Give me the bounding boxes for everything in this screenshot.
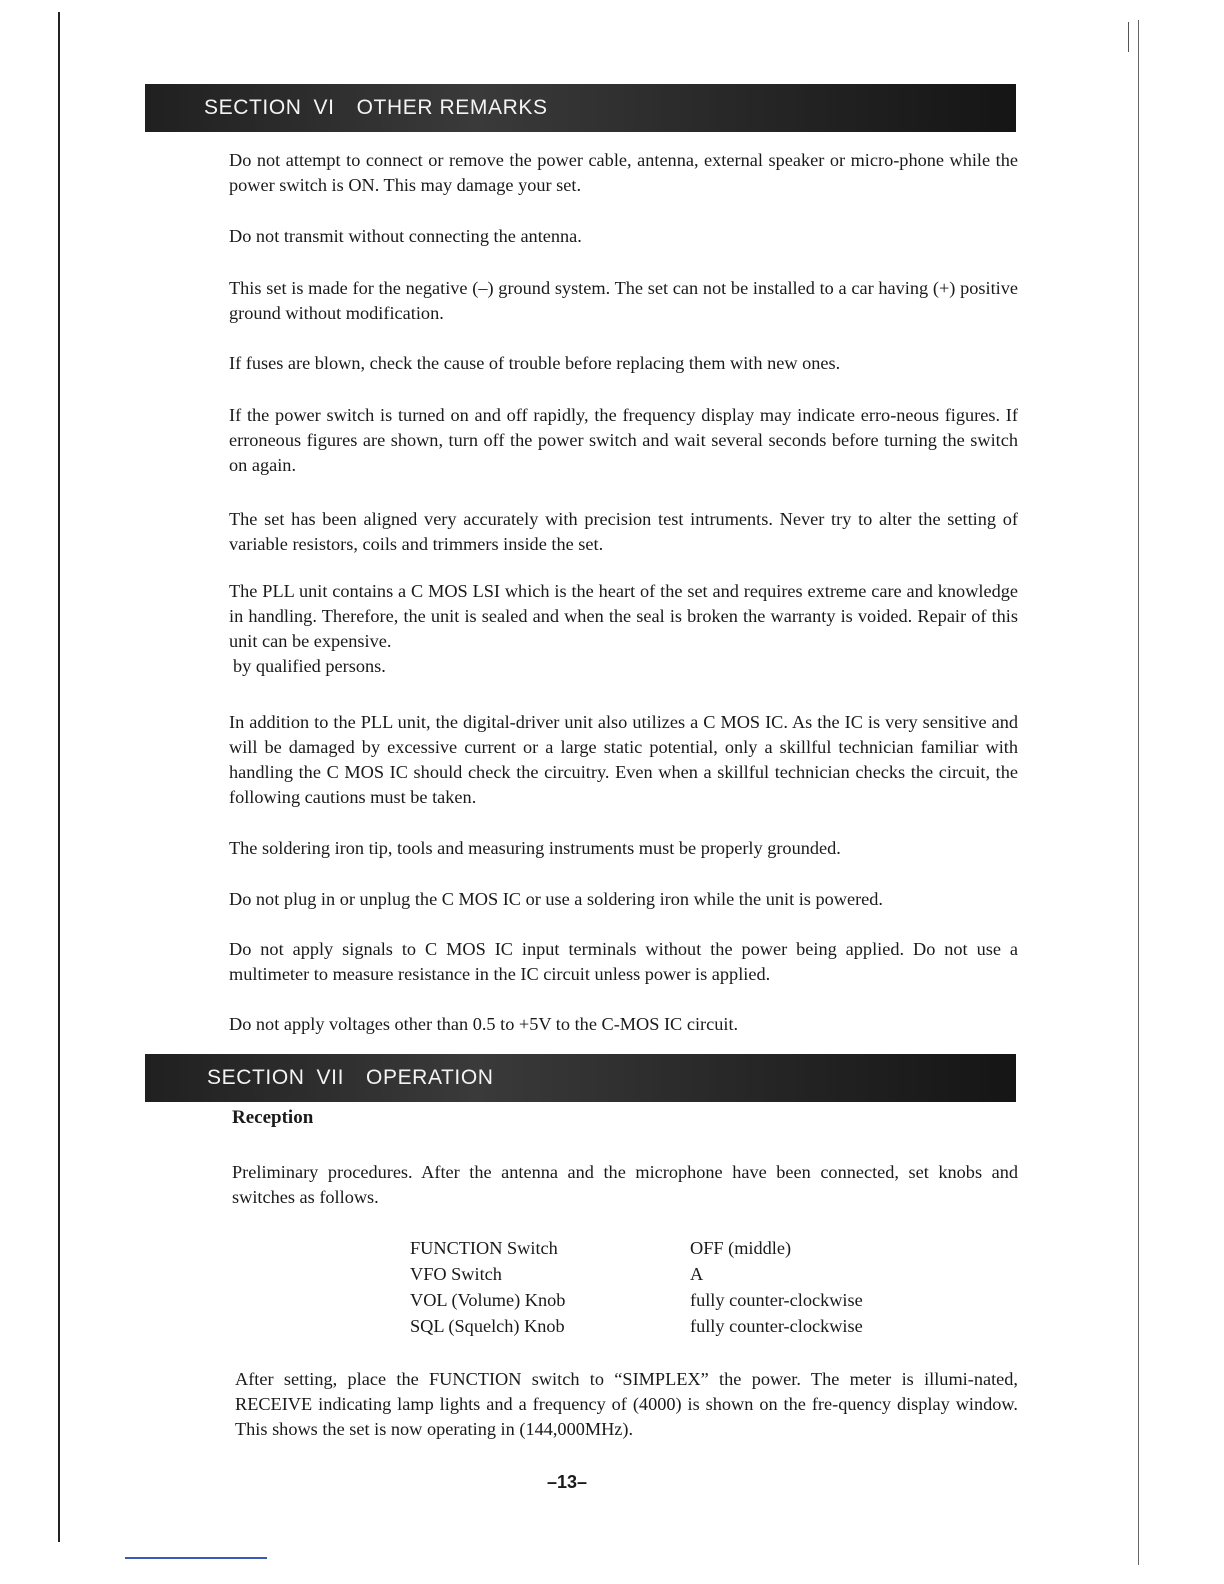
preliminary-paragraph: Preliminary procedures. After the antenna and the microphone have been connected, set knobs and switches as follows. bbox=[232, 1162, 1018, 1207]
control-value: A bbox=[690, 1264, 704, 1284]
remark-paragraph: If the power switch is turned on and off rapidly, the frequency display may indicate erro-neous figures. If erroneous figures are shown, turn off the power switch and wait several seconds before turning the switch on again. bbox=[229, 405, 1018, 475]
section-label: SECTION bbox=[207, 1066, 305, 1089]
control-name: VOL (Volume) Knob bbox=[410, 1290, 566, 1310]
remark-paragraph: Do not transmit without connecting the antenna. bbox=[229, 226, 582, 246]
section-vi-header bbox=[145, 84, 1016, 132]
scan-edge-left bbox=[58, 12, 60, 1542]
footer-rule bbox=[125, 1557, 267, 1559]
control-value: OFF (middle) bbox=[690, 1238, 792, 1258]
scan-edge-right-mark bbox=[1128, 22, 1129, 52]
control-name: FUNCTION Switch bbox=[410, 1238, 558, 1258]
remark-paragraph: The set has been aligned very accurately with precision test intruments. Never try to alter the setting of variable resistors, coils and trimmers inside the set. bbox=[229, 509, 1018, 554]
control-name: SQL (Squelch) Knob bbox=[410, 1316, 565, 1336]
caution-paragraph: Do not plug in or unplug the C MOS IC or use a soldering iron while the unit is powered. bbox=[229, 889, 883, 909]
caution-paragraph: Do not apply voltages other than 0.5 to +5V to the C-MOS IC circuit. bbox=[229, 1014, 739, 1034]
section-title: OPERATION bbox=[366, 1066, 494, 1089]
remark-paragraph: In addition to the PLL unit, the digital-driver unit also utilizes a C MOS IC. As the IC is very sensitive and will be damaged by excessive current or a large static potential, only a skillful technician familiar with handling the C MOS IC should check the circuitry. Even when a skillful technician checks the circuit, the following cautions must be taken. bbox=[229, 712, 1018, 807]
settings-row bbox=[410, 1261, 930, 1287]
section-number: VII bbox=[316, 1066, 345, 1089]
section-vii-header bbox=[145, 1054, 1016, 1102]
remark-paragraph: This set is made for the negative (–) ground system. The set can not be installed to a car having (+) positive ground without modification. bbox=[229, 278, 1018, 323]
section-title: OTHER REMARKS bbox=[356, 96, 548, 119]
settings-row bbox=[410, 1235, 930, 1261]
section-number: VI bbox=[313, 96, 335, 119]
remark-paragraph: If fuses are blown, check the cause of trouble before replacing them with new ones. bbox=[229, 353, 841, 373]
control-name: VFO Switch bbox=[410, 1264, 502, 1284]
after-setting-paragraph: After setting, place the FUNCTION switch to “SIMPLEX” the power. The meter is illumi-nated, RECEIVE indicating lamp lights and a frequency of (4000) is shown on the fre-quency display window. This shows the set is now operating in (144,000MHz). bbox=[235, 1369, 1018, 1439]
settings-row bbox=[410, 1287, 930, 1313]
section-label: SECTION bbox=[204, 96, 302, 119]
reception-heading: Reception bbox=[232, 1107, 314, 1128]
remark-paragraph: by qualified persons. bbox=[233, 656, 386, 676]
scan-edge-right bbox=[1138, 20, 1139, 1565]
settings-row bbox=[410, 1313, 930, 1339]
remark-paragraph: The PLL unit contains a C MOS LSI which is the heart of the set and requires extreme care and knowledge in handling. Therefore, the unit is sealed and when the seal is broken the warranty is voided. Repair of this unit can be expensive. bbox=[229, 581, 1018, 651]
control-value: fully counter-clockwise bbox=[690, 1316, 863, 1336]
caution-paragraph: Do not apply signals to C MOS IC input terminals without the power being applied. Do not use a multimeter to measure resistance in the IC circuit unless power is applied. bbox=[229, 939, 1018, 984]
control-value: fully counter-clockwise bbox=[690, 1290, 863, 1310]
settings-table bbox=[410, 1235, 930, 1339]
remark-paragraph: Do not attempt to connect or remove the power cable, antenna, external speaker or micro-phone while the power switch is ON. This may damage your set. bbox=[229, 150, 1018, 195]
caution-paragraph: The soldering iron tip, tools and measuring instruments must be properly grounded. bbox=[229, 838, 841, 858]
page-number: –13– bbox=[546, 1472, 588, 1492]
